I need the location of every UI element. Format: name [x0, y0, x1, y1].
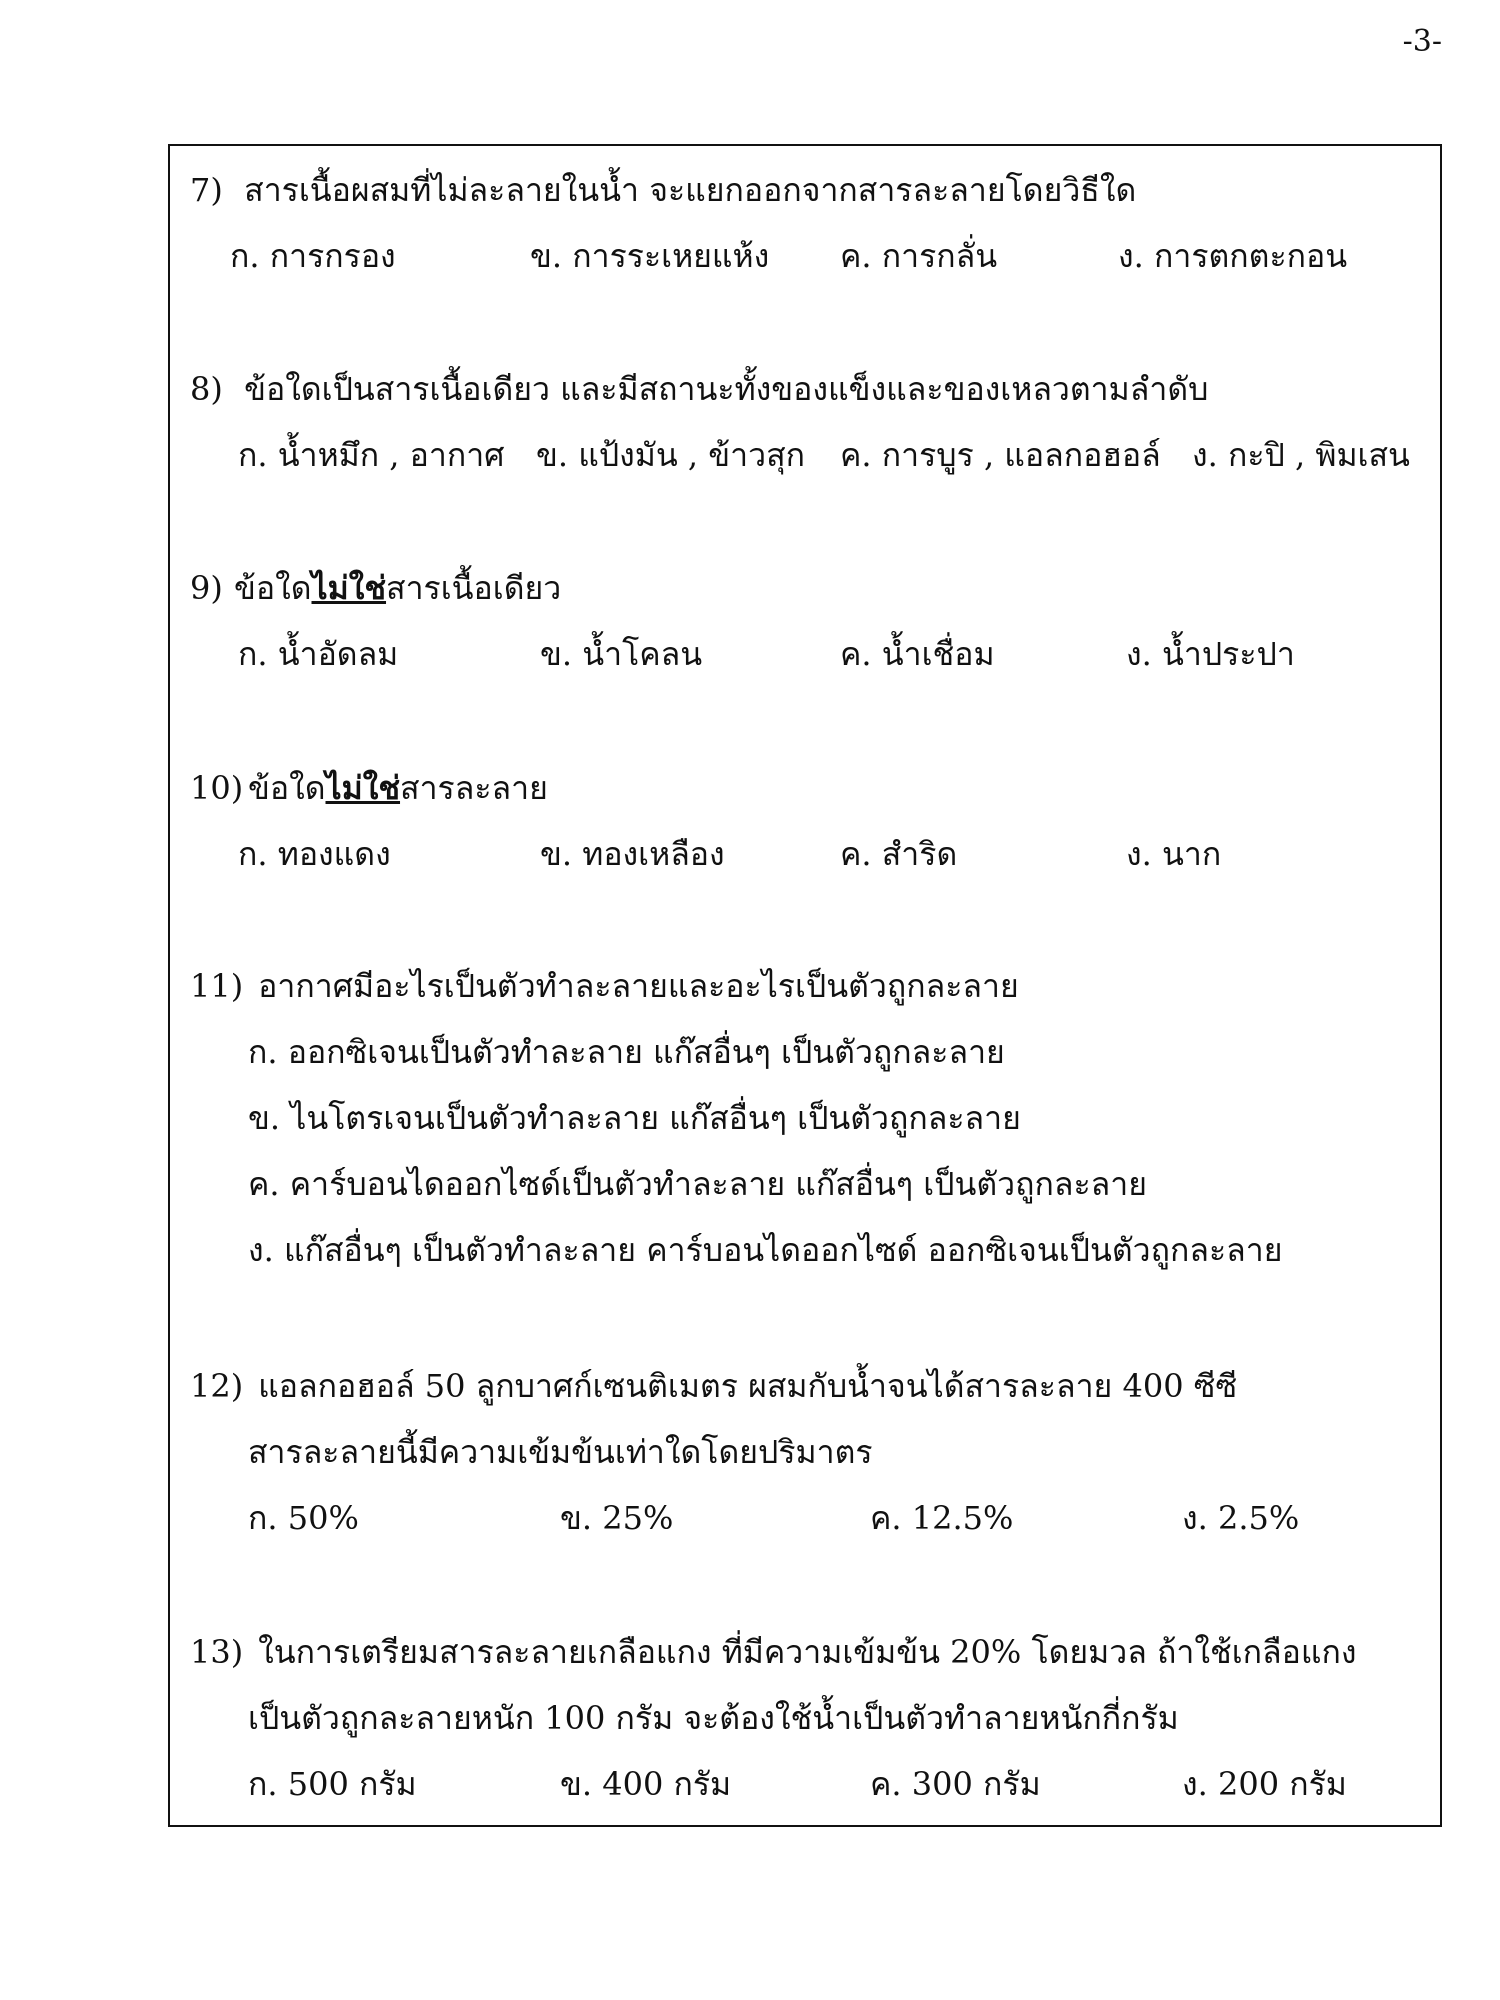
- option-d: ง. กะปิ , พิมเสน: [1192, 436, 1410, 474]
- question-text: ในการเตรียมสารละลายเกลือแกง ที่มีความเข้มข้น 20% โดยมวล ถ้าใช้เกลือแกง: [258, 1633, 1357, 1671]
- question-text-emphasis: ไม่ใช่: [311, 569, 387, 607]
- question-text-continued: เป็นตัวถูกละลายหนัก 100 กรัม จะต้องใช้น้ำเป็นตัวทำลายหนักกี่กรัม: [248, 1699, 1179, 1737]
- option-d: ง. 200 กรัม: [1182, 1765, 1347, 1803]
- option-a: ก. ทองแดง: [238, 835, 391, 873]
- option-b: ข. การระเหยแห้ง: [530, 237, 770, 275]
- option-b: ข. น้ำโคลน: [540, 635, 703, 673]
- question-text-emphasis: ไม่ใช่: [325, 769, 401, 807]
- question-number: 12): [190, 1367, 244, 1405]
- option-a: ก. ออกซิเจนเป็นตัวทำละลาย แก๊สอื่นๆ เป็นตัวถูกละลาย: [248, 1033, 1005, 1071]
- question-text-after: สารเนื้อเดียว: [386, 569, 562, 607]
- option-c: ค. การกลั่น: [840, 237, 998, 275]
- option-c: ค. การบูร , แอลกอฮอล์: [840, 436, 1161, 474]
- option-b: ข. 25%: [560, 1499, 674, 1537]
- exam-frame: [168, 144, 1442, 1827]
- option-a: ก. น้ำหมึก , อากาศ: [238, 436, 505, 474]
- page-number: -3-: [1402, 24, 1442, 59]
- question-number: 13): [190, 1633, 244, 1671]
- option-c: ค. น้ำเชื่อม: [840, 635, 995, 673]
- option-b: ข. ทองเหลือง: [540, 835, 725, 873]
- option-d: ง. 2.5%: [1182, 1499, 1300, 1537]
- question-7: [190, 170, 1136, 210]
- question-number: 9): [190, 569, 223, 607]
- question-text-continued: สารละลายนี้มีความเข้มข้นเท่าใดโดยปริมาตร: [248, 1433, 873, 1471]
- question-8: [190, 369, 1208, 409]
- option-d: ง. แก๊สอื่นๆ เป็นตัวทำละลาย คาร์บอนไดออกไซด์ ออกซิเจนเป็นตัวถูกละลาย: [248, 1231, 1283, 1269]
- question-text: อากาศมีอะไรเป็นตัวทำละลายและอะไรเป็นตัวถูกละลาย: [258, 967, 1019, 1005]
- question-10: [190, 768, 548, 808]
- option-a: ก. น้ำอัดลม: [238, 635, 399, 673]
- question-text: ข้อใดเป็นสารเนื้อเดียว และมีสถานะทั้งของแข็งและของเหลวตามลำดับ: [244, 370, 1209, 408]
- option-c: ค. 12.5%: [870, 1499, 1014, 1537]
- question-text-before: ข้อใด: [248, 769, 326, 807]
- question-text-after: สารละลาย: [400, 769, 548, 807]
- question-number: 10): [190, 769, 244, 807]
- option-c: ค. คาร์บอนไดออกไซด์เป็นตัวทำละลาย แก๊สอื่นๆ เป็นตัวถูกละลาย: [248, 1165, 1147, 1203]
- option-b: ข. 400 กรัม: [560, 1765, 732, 1803]
- question-12: [190, 1366, 1237, 1406]
- option-d: ง. การตกตะกอน: [1118, 237, 1348, 275]
- question-9: [190, 568, 561, 608]
- question-number: 11): [190, 967, 244, 1005]
- option-d: ง. นาก: [1126, 835, 1222, 873]
- question-text: แอลกอฮอล์ 50 ลูกบาศก์เซนติเมตร ผสมกับน้ำจนได้สารละลาย 400 ซีซี: [258, 1367, 1238, 1405]
- question-13: [190, 1632, 1356, 1672]
- option-b: ข. ไนโตรเจนเป็นตัวทำละลาย แก๊สอื่นๆ เป็นตัวถูกละลาย: [248, 1099, 1021, 1137]
- option-c: ค. 300 กรัม: [870, 1765, 1041, 1803]
- option-d: ง. น้ำประปา: [1126, 635, 1295, 673]
- option-a: ก. การกรอง: [230, 237, 396, 275]
- question-11: [190, 966, 1019, 1006]
- option-b: ข. แป้งมัน , ข้าวสุก: [536, 436, 805, 474]
- question-number: 8): [190, 370, 223, 408]
- option-c: ค. สำริด: [840, 835, 958, 873]
- option-a: ก. 500 กรัม: [248, 1765, 417, 1803]
- question-number: 7): [190, 171, 223, 209]
- option-a: ก. 50%: [248, 1499, 359, 1537]
- question-text: สารเนื้อผสมที่ไม่ละลายในน้ำ จะแยกออกจากสารละลายโดยวิธีใด: [244, 171, 1137, 209]
- question-text-before: ข้อใด: [234, 569, 312, 607]
